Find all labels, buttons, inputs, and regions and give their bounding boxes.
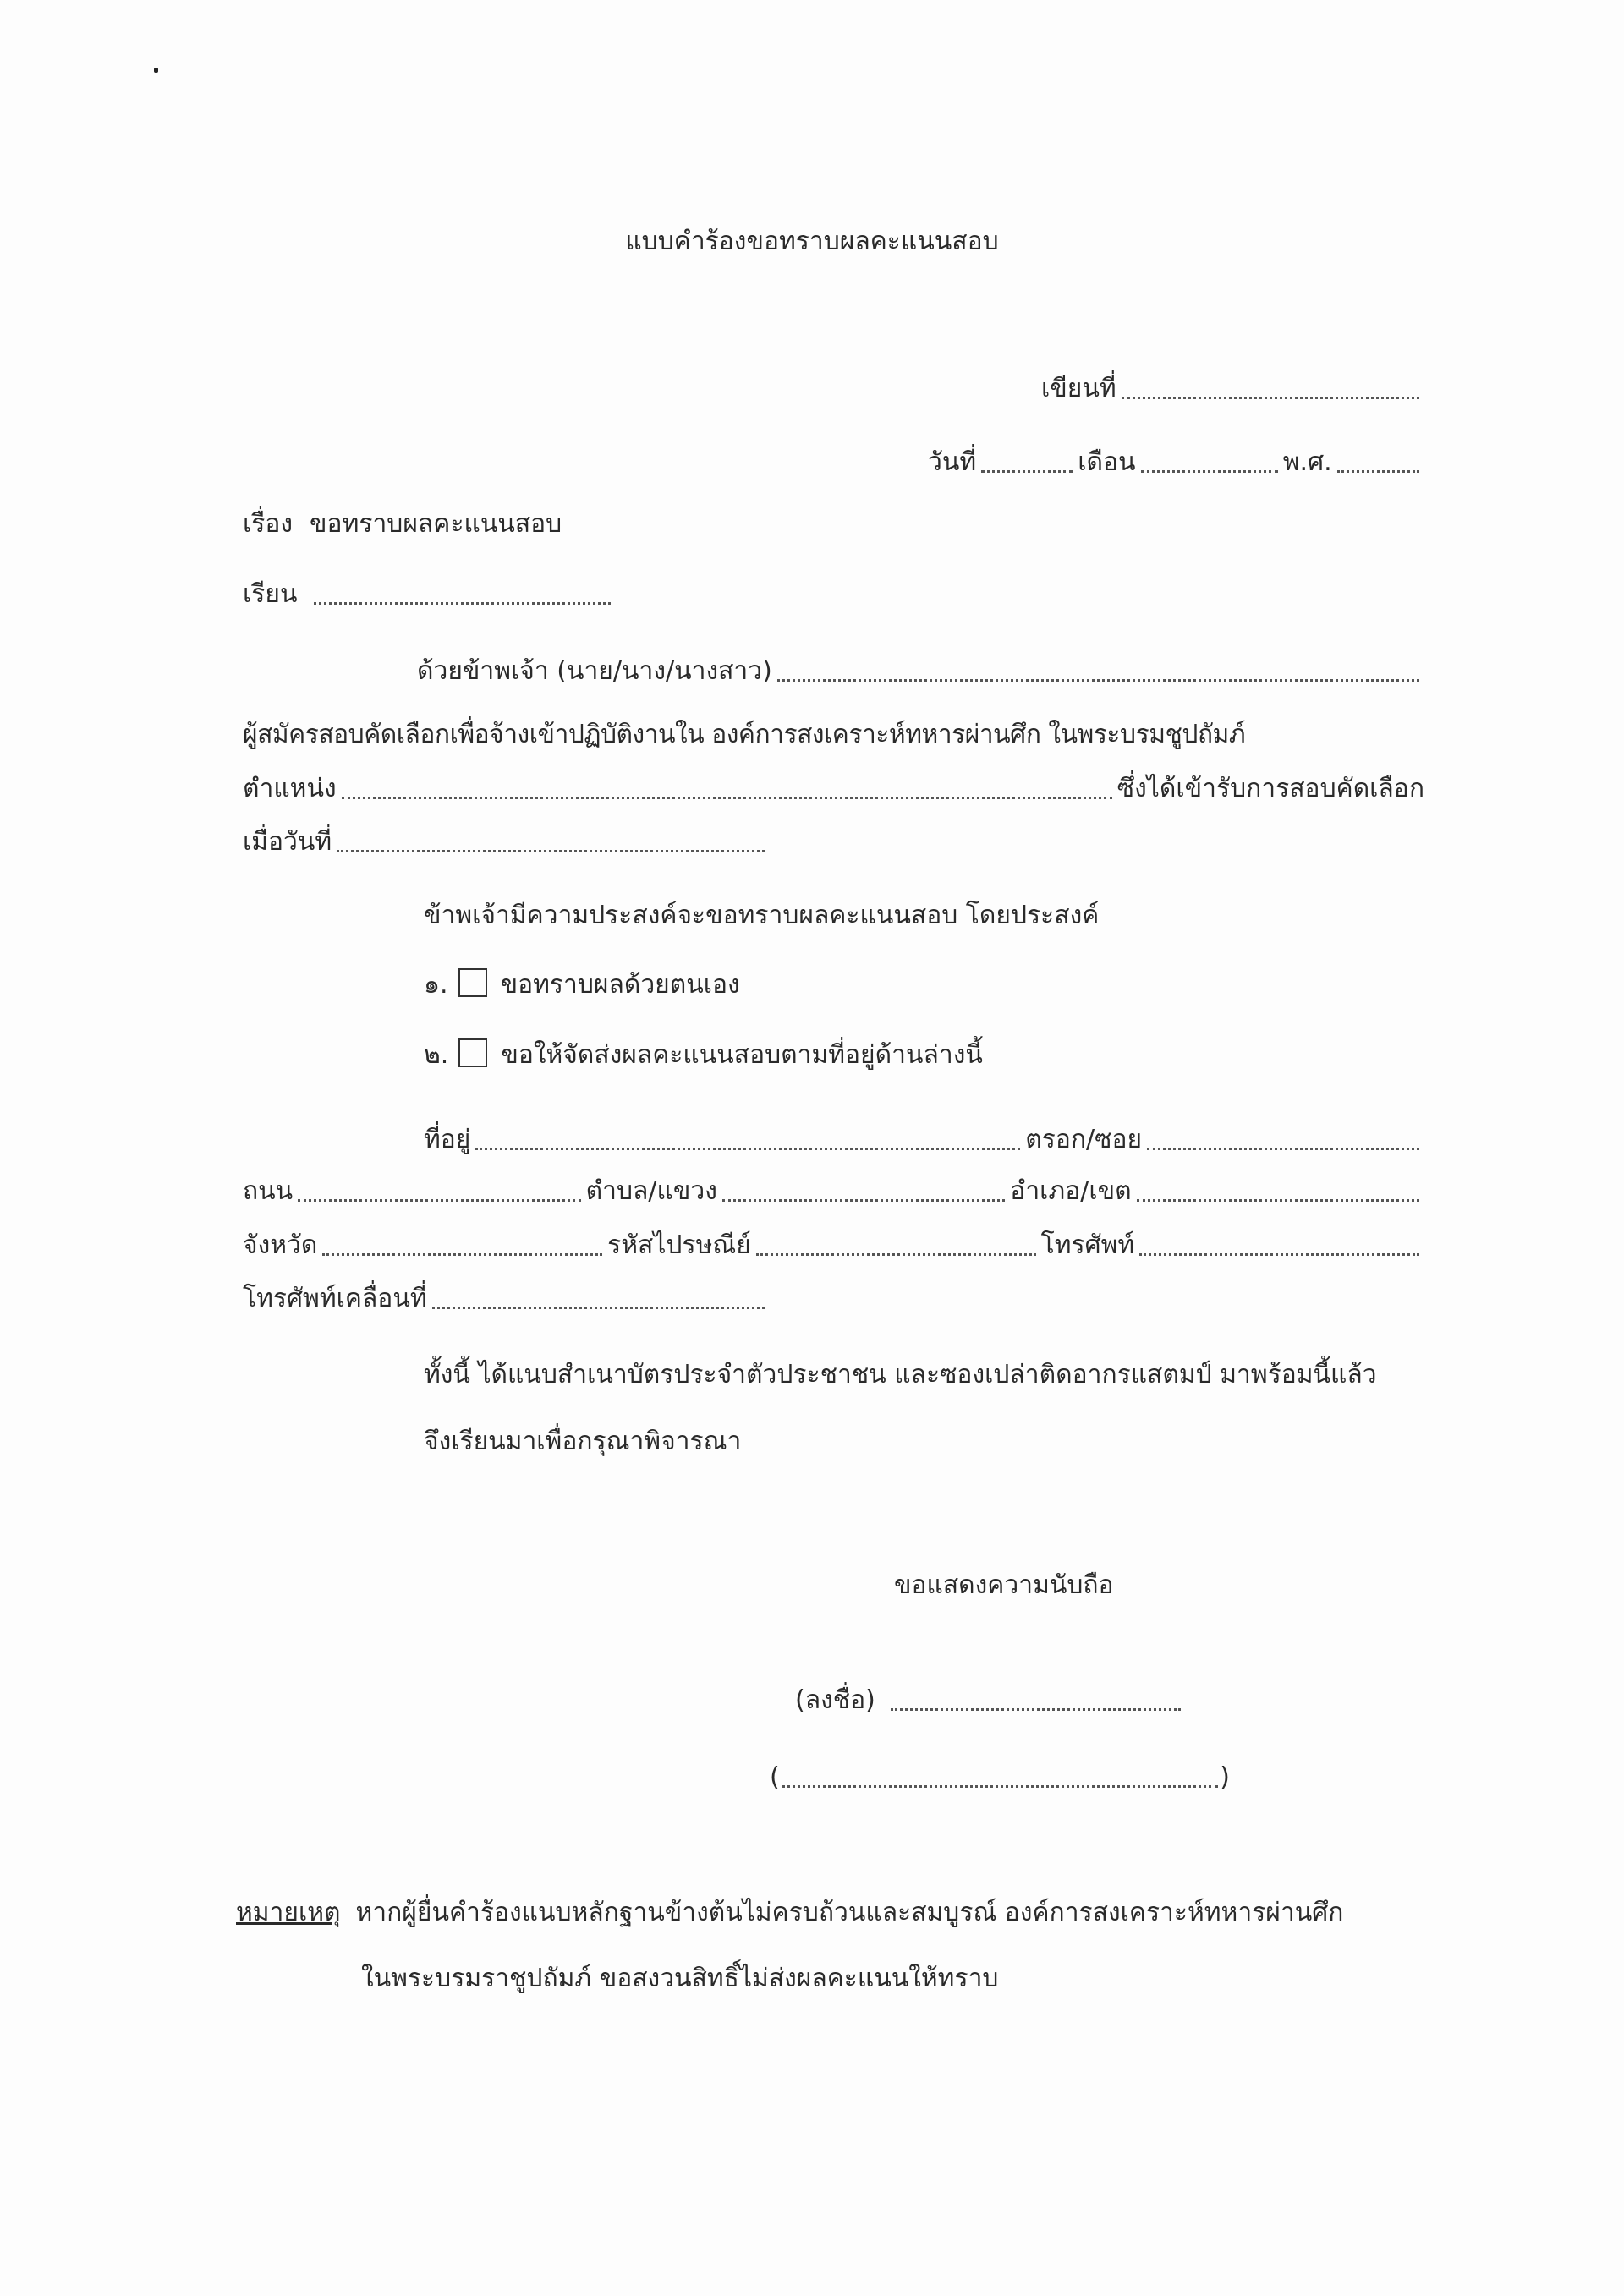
subject-text: ขอทราบผลคะแนนสอบ: [310, 509, 562, 539]
close-paren: ): [1220, 1762, 1230, 1792]
province-label: จังหวัด: [243, 1230, 318, 1260]
date-field[interactable]: [981, 470, 1073, 473]
position-suffix: ซึ่งได้เข้ารับการสอบคัดเลือก: [1116, 774, 1424, 803]
applicant-label: ด้วยข้าพเจ้า (นาย/นาง/นางสาว): [417, 656, 772, 686]
attachment-row: [424, 1355, 1377, 1395]
option-1: [424, 965, 740, 1006]
note-line-1: หากผู้ยื่นคำร้องแนบหลักฐานข้างต้นไม่ครบถ้วนและสมบูรณ์ องค์การสงเคราะห์ทหารผ่านศึก: [355, 1898, 1344, 1927]
address-label: ที่อยู่: [424, 1125, 471, 1154]
closing-text: ขอแสดงความนับถือ: [894, 1570, 1114, 1600]
district-field[interactable]: [1137, 1199, 1419, 1202]
road-field[interactable]: [298, 1199, 580, 1202]
postcode-field[interactable]: [756, 1253, 1036, 1256]
position-row: [243, 769, 1424, 809]
road-label: ถนน: [243, 1176, 294, 1206]
form-title-row: [0, 222, 1624, 262]
district-label: อำเภอ/เขต: [1010, 1176, 1132, 1206]
option-2-checkbox[interactable]: [458, 1038, 487, 1067]
address-field[interactable]: [475, 1148, 1020, 1150]
closing-request-row: [424, 1422, 741, 1462]
option-2: [424, 1035, 983, 1076]
month-label: เดือน: [1078, 447, 1136, 477]
applicant-row: [417, 651, 1424, 692]
applicant-name-field[interactable]: [777, 679, 1419, 682]
subdistrict-label: ตำบล/แขวง: [585, 1176, 717, 1206]
mobile-field[interactable]: [432, 1307, 765, 1309]
written-at-label: เขียนที่: [1041, 374, 1116, 403]
subject-label: เรื่อง: [243, 509, 294, 539]
signature-row: [795, 1680, 1186, 1721]
address-row: [424, 1120, 1424, 1160]
road-row: [243, 1171, 1424, 1212]
printed-name-field[interactable]: [782, 1785, 1219, 1788]
sign-label: (ลงชื่อ): [795, 1685, 875, 1715]
phone-label: โทรศัพท์: [1040, 1230, 1135, 1260]
month-field[interactable]: [1141, 470, 1278, 473]
printed-name-row: [770, 1757, 1230, 1798]
exam-date-row: [243, 822, 770, 863]
date-label: วันที่: [928, 447, 977, 477]
postcode-label: รหัสไปรษณีย์: [607, 1230, 751, 1260]
note-row-2: [361, 1959, 998, 1999]
form-title: แบบคำร้องขอทราบผลคะแนนสอบ: [625, 227, 999, 256]
note-label: หมายเหตุ: [236, 1898, 341, 1927]
to-field[interactable]: [314, 602, 611, 605]
position-label: ตำแหน่ง: [243, 774, 337, 803]
option-2-number: ๒.: [424, 1040, 449, 1070]
option-1-label: ขอทราบผลด้วยตนเอง: [500, 970, 740, 1000]
option-2-label: ขอให้จัดส่งผลคะแนนสอบตามที่อยู่ด้านล่างนี้: [501, 1040, 983, 1070]
subject-row: [243, 504, 562, 545]
year-field[interactable]: [1337, 470, 1419, 473]
closing-request: จึงเรียนมาเพื่อกรุณาพิจารณา: [424, 1427, 742, 1456]
province-field[interactable]: [322, 1253, 602, 1256]
to-row: [243, 574, 616, 615]
written-at-row: [1041, 369, 1424, 409]
applicant-line: ผู้สมัครสอบคัดเลือกเพื่อจ้างเข้าปฏิบัติงานใน องค์การสงเคราะห์ทหารผ่านศึก ในพระบรมชูปถัมภ์: [243, 720, 1246, 749]
date-row: [928, 442, 1424, 483]
province-row: [243, 1225, 1424, 1266]
option-1-checkbox[interactable]: [458, 968, 487, 997]
phone-field[interactable]: [1139, 1253, 1419, 1256]
exam-date-field[interactable]: [337, 850, 765, 852]
note-line-2: ในพระบรมราชูปถัมภ์ ขอสงวนสิทธิ์ไม่ส่งผลคะแนนให้ทราบ: [361, 1964, 999, 1993]
intent-row: [424, 896, 1099, 936]
closing-row: [894, 1565, 1114, 1606]
note-row-1: [236, 1893, 1343, 1933]
applicant-line-row: [243, 715, 1424, 755]
year-label: พ.ศ.: [1282, 447, 1332, 477]
to-label: เรียน: [243, 579, 298, 609]
alley-label: ตรอก/ซอย: [1025, 1125, 1143, 1154]
alley-field[interactable]: [1147, 1148, 1419, 1150]
position-field[interactable]: [342, 797, 1112, 799]
exam-date-label: เมื่อวันที่: [243, 827, 332, 857]
signature-field[interactable]: [891, 1708, 1181, 1711]
subdistrict-field[interactable]: [722, 1199, 1005, 1202]
attachment-text: ทั้งนี้ ได้แนบสำเนาบัตรประจำตัวประชาชน และซองเปล่าติดอากรแสตมป์ มาพร้อมนี้แล้ว: [424, 1360, 1377, 1389]
written-at-field[interactable]: [1122, 397, 1419, 399]
mobile-row: [243, 1279, 770, 1319]
open-paren: (: [770, 1762, 780, 1792]
option-1-number: ๑.: [424, 970, 448, 1000]
mobile-label: โทรศัพท์เคลื่อนที่: [243, 1284, 427, 1313]
scan-speck: [154, 68, 158, 73]
intent-text: ข้าพเจ้ามีความประสงค์จะขอทราบผลคะแนนสอบ โดยประสงค์: [424, 901, 1100, 930]
